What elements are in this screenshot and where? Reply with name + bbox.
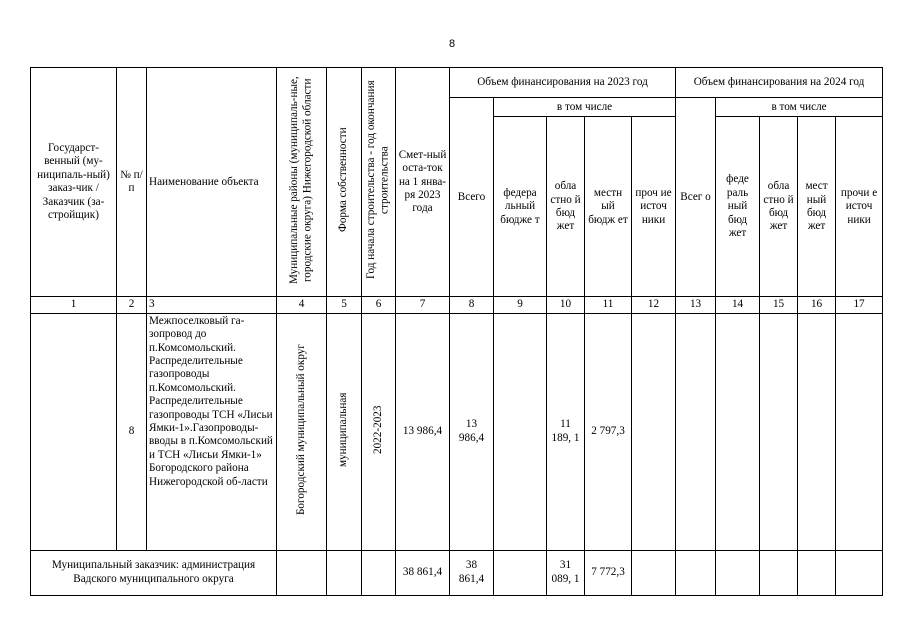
row-total-2023: 13 986,4	[450, 313, 494, 550]
summary-federal-2023	[494, 550, 547, 595]
header-districts	[277, 68, 327, 297]
header-years-text: Год начала строительства - год окончания строительства	[365, 80, 391, 280]
financing-table	[30, 67, 883, 596]
header-regional-2024: обла стно й бюд жет	[760, 117, 798, 297]
column-number: 3	[147, 297, 277, 313]
row-federal-2024	[716, 313, 760, 550]
summary-district	[277, 550, 327, 595]
row-ownership-text: муниципальная	[337, 392, 350, 467]
column-number: 10	[547, 297, 585, 313]
header-ownership	[327, 68, 362, 297]
header-num: № п/п	[117, 68, 147, 297]
row-regional-2023: 11 189, 1	[547, 313, 585, 550]
row-other-2023	[632, 313, 676, 550]
summary-regional-2024	[760, 550, 798, 595]
column-number: 9	[494, 297, 547, 313]
table-row	[31, 313, 883, 550]
header-total-2024: Всег о	[676, 98, 716, 297]
row-total-2024	[676, 313, 716, 550]
column-number: 11	[585, 297, 632, 313]
row-ownership	[327, 313, 362, 550]
row-regional-2024	[760, 313, 798, 550]
header-other-2024: прочи е источ ники	[836, 117, 883, 297]
column-number: 6	[362, 297, 396, 313]
row-num: 8	[117, 313, 147, 550]
row-years	[362, 313, 396, 550]
column-number: 12	[632, 297, 676, 313]
header-federal-2023: федера льный бюдже т	[494, 117, 547, 297]
row-estimate: 13 986,4	[396, 313, 450, 550]
column-number: 16	[798, 297, 836, 313]
header-customer: Государст-венный (му-ниципаль-ный) заказ-чик / Заказчик (за-стройщик)	[31, 68, 117, 297]
header-other-2023: проч ие источ ники	[632, 117, 676, 297]
summary-total-2024	[676, 550, 716, 595]
row-years-text: 2022-2023	[371, 405, 384, 454]
summary-total-2023: 38 861,4	[450, 550, 494, 595]
row-object-name: Межпоселковый га-зопровод до п.Комсомольский. Распределительные газопроводы п.Комсомольский. Распределительные газопроводы ТСН «Лисьи Ямки-1».Газопроводы-вводы в п.Комсомольский и ТСН «Лисьи Ямки-1» Богородского района Нижегородской об-ласти	[147, 313, 277, 550]
summary-estimate: 38 861,4	[396, 550, 450, 595]
column-number: 1	[31, 297, 117, 313]
column-number: 14	[716, 297, 760, 313]
summary-row	[31, 550, 883, 595]
column-number: 17	[836, 297, 883, 313]
row-customer	[31, 313, 117, 550]
column-number: 15	[760, 297, 798, 313]
header-total-2023: Всего	[450, 98, 494, 297]
header-federal-2024: феде раль ный бюд жет	[716, 117, 760, 297]
summary-label: Муниципальный заказчик: администрация Вадского муниципального округа	[31, 550, 277, 595]
summary-other-2024	[836, 550, 883, 595]
header-local-2023: местн ый бюдж ет	[585, 117, 632, 297]
column-number: 7	[396, 297, 450, 313]
summary-local-2023: 7 772,3	[585, 550, 632, 595]
row-federal-2023	[494, 313, 547, 550]
header-ownership-text: Форма собственности	[337, 127, 350, 233]
row-other-2024	[836, 313, 883, 550]
header-row-1	[31, 68, 883, 98]
summary-local-2024	[798, 550, 836, 595]
summary-other-2023	[632, 550, 676, 595]
column-number-row	[31, 297, 883, 313]
column-number: 4	[277, 297, 327, 313]
page-number: 8	[448, 38, 456, 50]
row-district	[277, 313, 327, 550]
row-district-text: Богородский муниципальный округ	[294, 344, 307, 516]
header-local-2024: мест ный бюд жет	[798, 117, 836, 297]
header-including-2024: в том числе	[716, 98, 883, 117]
row-local-2024	[798, 313, 836, 550]
summary-ownership	[327, 550, 362, 595]
header-including-2023: в том числе	[494, 98, 676, 117]
header-estimate: Смет-ный оста-ток на 1 янва-ря 2023 года	[396, 68, 450, 297]
header-regional-2023: обла стно й бюд жет	[547, 117, 585, 297]
header-fin-2024: Объем финансирования на 2024 год	[676, 68, 883, 98]
row-local-2023: 2 797,3	[585, 313, 632, 550]
summary-federal-2024	[716, 550, 760, 595]
summary-regional-2023: 31 089, 1	[547, 550, 585, 595]
summary-years	[362, 550, 396, 595]
header-years	[362, 68, 396, 297]
column-number: 8	[450, 297, 494, 313]
column-number: 13	[676, 297, 716, 313]
header-fin-2023: Объем финансирования на 2023 год	[450, 68, 676, 98]
header-districts-text: Муниципальные районы (муниципаль-ные, городские округа) Нижегородской области	[288, 76, 314, 284]
column-number: 2	[117, 297, 147, 313]
column-number: 5	[327, 297, 362, 313]
header-name: Наименование объекта	[147, 68, 277, 297]
